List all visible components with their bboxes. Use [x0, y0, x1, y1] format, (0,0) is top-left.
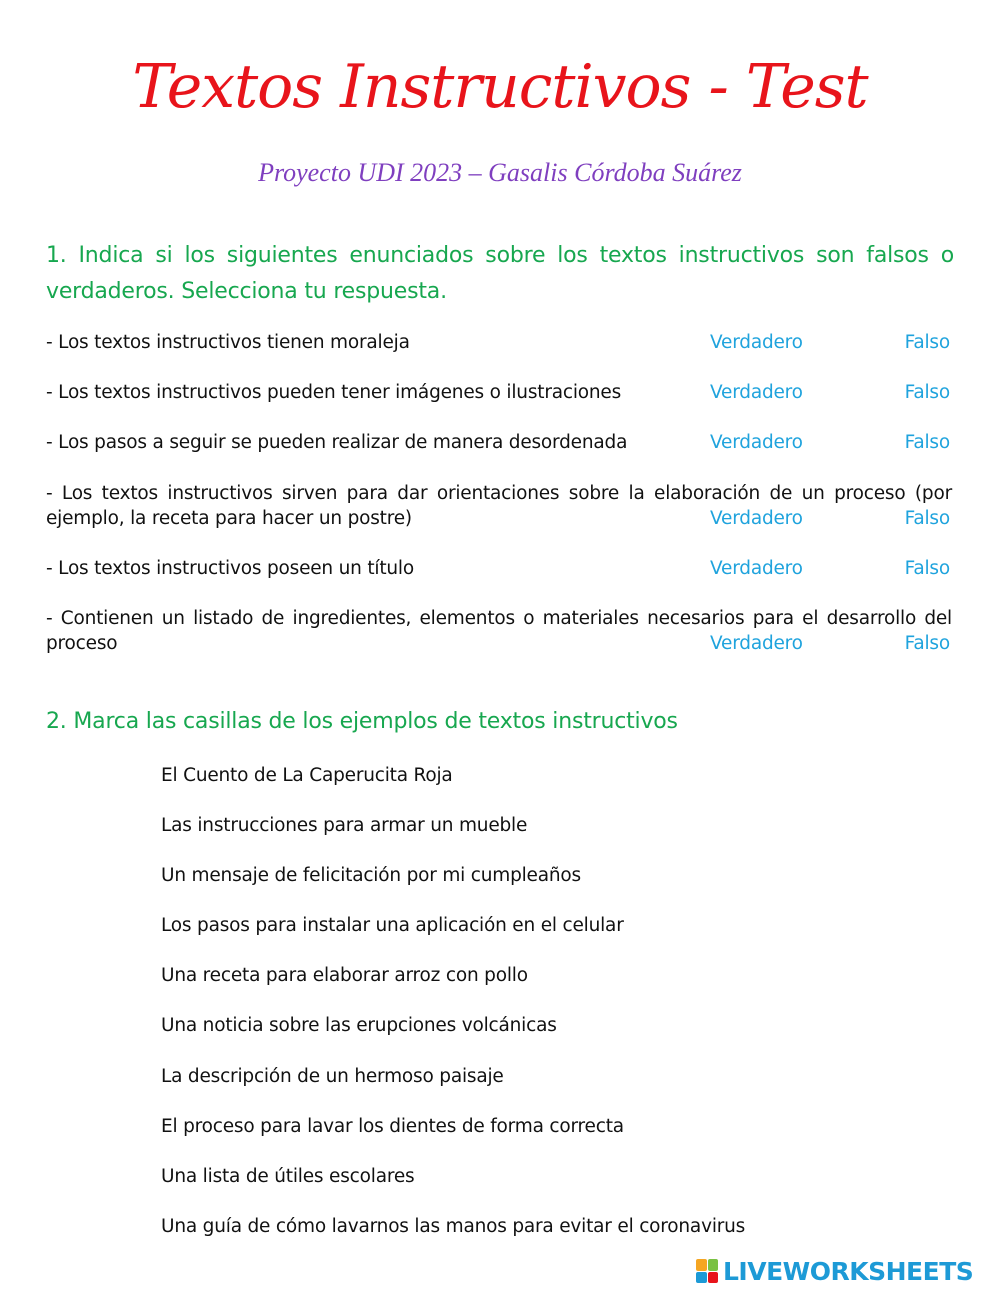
page-title: Textos Instructivos - Test: [132, 52, 868, 122]
checkbox-option[interactable]: [161, 863, 581, 888]
false-option[interactable]: Falso: [904, 332, 950, 353]
q1-statement-text: - Los textos instructivos pueden tener imágenes o ilustraciones: [46, 382, 622, 403]
true-false-options: [706, 556, 952, 581]
checkbox-option[interactable]: [161, 763, 453, 788]
liveworksheets-logo-icon: [696, 1259, 718, 1283]
question-1-heading: 1. Indica si los siguientes enunciados sobre los textos instructivos son falsos o verdaderos. Selecciona tu respuesta.: [46, 243, 954, 304]
liveworksheets-brand: [696, 1256, 973, 1286]
false-option[interactable]: Falso: [904, 633, 950, 654]
checkbox-option[interactable]: [161, 1214, 745, 1239]
q1-statement-text: - Contienen un listado de ingredientes, elementos o materiales necesarios para el desarrollo del proceso: [46, 608, 952, 654]
q1-statement-row: [46, 556, 952, 581]
checkbox-option-label: Una noticia sobre las erupciones volcánicas: [161, 1015, 557, 1036]
q1-statement-row: [46, 330, 952, 355]
true-option[interactable]: Verdadero: [710, 633, 803, 654]
checkbox-option[interactable]: [161, 1013, 557, 1038]
checkbox-option-label: El Cuento de La Caperucita Roja: [161, 765, 453, 786]
true-option[interactable]: Verdadero: [710, 332, 803, 353]
q1-statement-row: [46, 606, 952, 656]
true-option[interactable]: Verdadero: [710, 558, 803, 579]
checkbox-option[interactable]: [161, 963, 528, 988]
checkbox-option-label: Una receta para elaborar arroz con pollo: [161, 965, 528, 986]
checkbox-option[interactable]: [161, 1164, 414, 1189]
q1-statement-text: - Los textos instructivos sirven para dar orientaciones sobre la elaboración de un proceso (por ejemplo, la receta para hacer un postre): [46, 483, 952, 529]
q1-statement-row: [46, 481, 952, 531]
question-2-heading: 2. Marca las casillas de los ejemplos de textos instructivos: [46, 709, 678, 734]
q1-statement-text: - Los textos instructivos poseen un título: [46, 558, 414, 579]
checkbox-option-label: Los pasos para instalar una aplicación en el celular: [161, 915, 624, 936]
true-option[interactable]: Verdadero: [710, 382, 803, 403]
page-subtitle: Proyecto UDI 2023 – Gasalis Córdoba Suárez: [258, 158, 742, 187]
false-option[interactable]: Falso: [904, 382, 950, 403]
checkbox-option-label: Una guía de cómo lavarnos las manos para evitar el coronavirus: [161, 1216, 746, 1237]
false-option[interactable]: Falso: [904, 432, 950, 453]
false-option[interactable]: Falso: [904, 508, 950, 529]
true-option[interactable]: Verdadero: [710, 432, 803, 453]
checkbox-option-label: El proceso para lavar los dientes de forma correcta: [161, 1116, 624, 1137]
checkbox-option-label: Una lista de útiles escolares: [161, 1166, 415, 1187]
true-false-options: [706, 631, 952, 656]
brand-name: LIVEWORKSHEETS: [723, 1256, 974, 1286]
false-option[interactable]: Falso: [904, 558, 950, 579]
q1-statement-row: [46, 380, 952, 405]
checkbox-option[interactable]: [161, 1114, 624, 1139]
true-false-options: [706, 380, 952, 405]
q1-statement-text: - Los textos instructivos tienen moraleja: [46, 332, 410, 353]
true-false-options: [706, 506, 952, 531]
checkbox-option[interactable]: [161, 813, 527, 838]
q1-statement-text: - Los pasos a seguir se pueden realizar de manera desordenada: [46, 432, 628, 453]
true-false-options: [706, 330, 952, 355]
true-option[interactable]: Verdadero: [710, 508, 803, 529]
checkbox-option[interactable]: [161, 1064, 504, 1089]
checkbox-option[interactable]: [161, 913, 624, 938]
checkbox-option-label: La descripción de un hermoso paisaje: [161, 1066, 504, 1087]
checkbox-option-label: Las instrucciones para armar un mueble: [161, 815, 528, 836]
checkbox-option-label: Un mensaje de felicitación por mi cumpleaños: [161, 865, 581, 886]
q1-statement-row: [46, 430, 952, 455]
true-false-options: [706, 430, 952, 455]
